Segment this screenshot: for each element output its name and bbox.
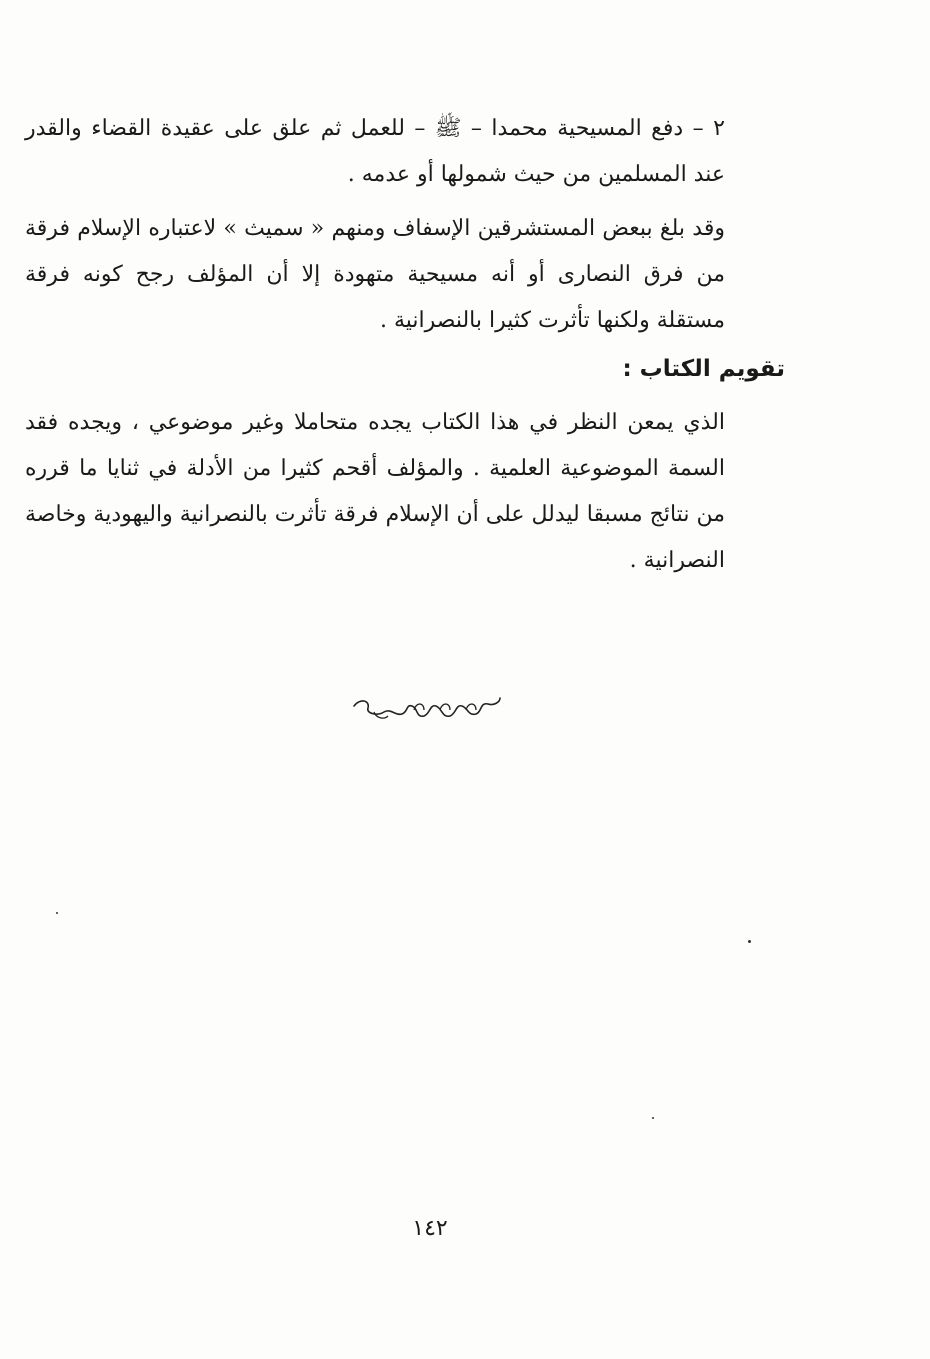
scan-speck <box>748 940 751 943</box>
scan-speck <box>56 912 58 914</box>
decorative-flourish-icon <box>350 692 505 732</box>
paragraph-evaluation: الذي يمعن النظر في هذا الكتاب يجده متحاملا وغير موضوعي ، ويجده فقد السمة الموضوعية العلمية . والمؤلف أقحم كثيرا من الأدلة في ثنايا ما قرره من نتائج مسبقا ليدلل على أن الإسلام فرقة تأثرت بالنصرانية واليهودية وخاصة النصرانية . <box>25 410 725 573</box>
section-heading-book-evaluation: تقويم الكتاب : <box>622 356 785 382</box>
page-number: ١٤٢ <box>412 1216 448 1241</box>
scan-speck <box>652 1117 654 1119</box>
paragraph-point-2: ٢ – دفع المسيحية محمدا – ﷺ – للعمل ثم علق على عقيدة القضاء والقدر عند المسلمين من حيث شمولها أو عدمه . <box>25 116 725 187</box>
paragraph-orientalists: وقد بلغ ببعض المستشرقين الإسفاف ومنهم « سميث » لاعتباره الإسلام فرقة من فرق النصارى أو أنه مسيحية متهودة إلا أن المؤلف رجح كونه فرقة مستقلة ولكنها تأثرت كثيرا بالنصرانية . <box>25 216 725 333</box>
